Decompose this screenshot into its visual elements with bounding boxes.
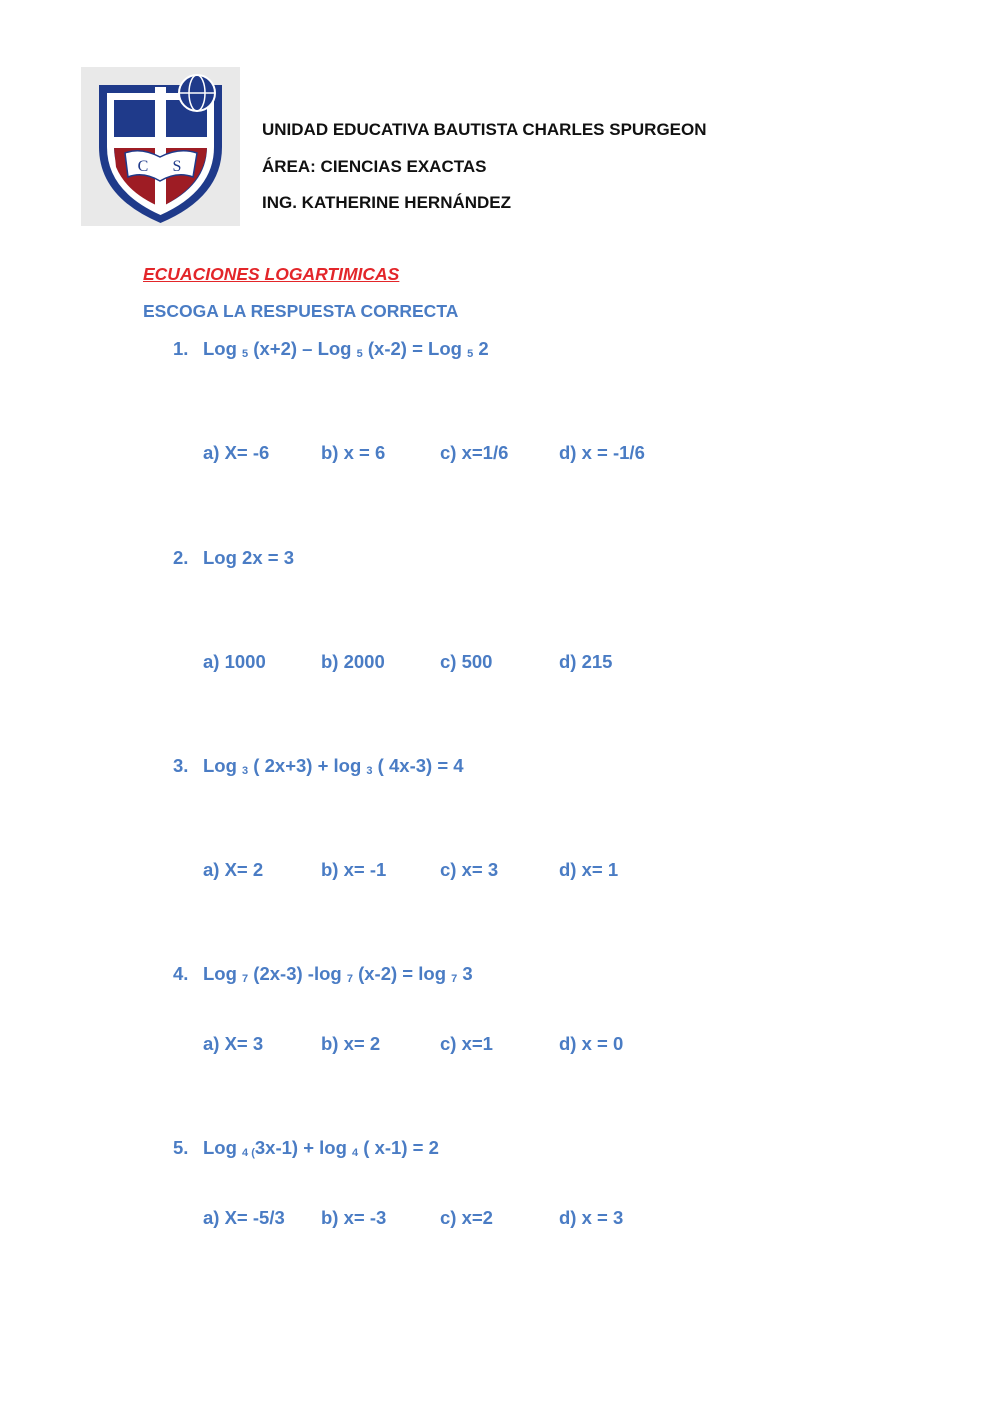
logo-letter-s: S: [172, 158, 182, 175]
option-d[interactable]: d) 215: [559, 651, 613, 672]
equation-text: ( x-1) = 2: [358, 1137, 439, 1158]
equation-text: Log: [203, 338, 243, 359]
option-a[interactable]: a) 1000: [203, 651, 266, 672]
option-b[interactable]: b) x= 2: [321, 1033, 381, 1054]
question-number: 2.: [173, 547, 189, 568]
equation-text: (x+2) – Log: [248, 338, 357, 359]
equation-text: 3: [457, 963, 473, 984]
option-d[interactable]: d) x = 3: [559, 1207, 624, 1228]
log-base: 3: [366, 765, 373, 777]
logo-letter-c: C: [137, 158, 149, 175]
question-1: [173, 338, 489, 360]
question-equation: [203, 963, 473, 984]
log-base: 5: [467, 348, 474, 360]
equation-text: (x-2) = Log: [362, 338, 468, 359]
question-number: 3.: [173, 755, 189, 776]
school-logo: [81, 67, 240, 226]
equation-text: (x-2) = log: [352, 963, 452, 984]
question-number: 4.: [173, 963, 189, 984]
option-d[interactable]: d) x = 0: [559, 1033, 624, 1054]
option-b[interactable]: b) x= -1: [321, 859, 387, 880]
teacher-name: ING. KATHERINE HERNÁNDEZ: [262, 193, 512, 212]
option-c[interactable]: c) x=1: [440, 1033, 493, 1054]
log-base: 7: [346, 973, 353, 985]
log-base: 4: [352, 1147, 359, 1159]
equation-text: Log: [203, 1137, 243, 1158]
option-c[interactable]: c) 500: [440, 651, 493, 672]
log-base: 7: [451, 973, 458, 985]
log-base: 5: [242, 348, 249, 360]
question-number: 5.: [173, 1137, 189, 1158]
equation-text: ( 2x+3) + log: [248, 755, 367, 776]
worksheet-title: ECUACIONES LOGARTIMICAS: [143, 264, 400, 284]
question-2: [173, 547, 294, 569]
option-b[interactable]: b) x = 6: [321, 442, 386, 463]
equation-text: (2x-3) -log: [248, 963, 347, 984]
equation-text: 3x-1) + log: [254, 1137, 353, 1158]
equation-text: Log: [203, 963, 243, 984]
worksheet-instruction: ESCOGA LA RESPUESTA CORRECTA: [143, 301, 459, 321]
option-c[interactable]: c) x=2: [440, 1207, 493, 1228]
question-equation: [203, 755, 464, 776]
option-c[interactable]: c) x=1/6: [440, 442, 509, 463]
option-a[interactable]: a) X= 3: [203, 1033, 264, 1054]
option-d[interactable]: d) x = -1/6: [559, 442, 645, 463]
question-5: [173, 1137, 439, 1159]
subject-area: ÁREA: CIENCIAS EXACTAS: [262, 156, 487, 176]
question-equation: [203, 338, 489, 359]
equation-text: 2: [473, 338, 489, 359]
question-3: [173, 755, 464, 777]
question-equation: [203, 547, 294, 568]
question-number: 1.: [173, 338, 189, 359]
option-a[interactable]: a) X= -6: [203, 442, 270, 463]
header-block: [262, 120, 707, 230]
log-base: 7: [242, 973, 249, 985]
equation-text: ( 4x-3) = 4: [372, 755, 464, 776]
option-a[interactable]: a) X= -5/3: [203, 1207, 285, 1228]
log-base: 3: [242, 765, 249, 777]
option-d[interactable]: d) x= 1: [559, 859, 619, 880]
option-a[interactable]: a) X= 2: [203, 859, 264, 880]
log-base: 4 (: [242, 1147, 255, 1159]
question-equation: [203, 1137, 439, 1158]
equation-text: Log: [203, 755, 243, 776]
shield-crest-icon: [81, 67, 240, 226]
school-name: UNIDAD EDUCATIVA BAUTISTA CHARLES SPURGEON: [262, 120, 707, 139]
log-base: 5: [356, 348, 363, 360]
option-b[interactable]: b) 2000: [321, 651, 385, 672]
option-c[interactable]: c) x= 3: [440, 859, 499, 880]
option-b[interactable]: b) x= -3: [321, 1207, 387, 1228]
equation-text: Log 2x = 3: [203, 547, 294, 568]
question-4: [173, 963, 473, 985]
